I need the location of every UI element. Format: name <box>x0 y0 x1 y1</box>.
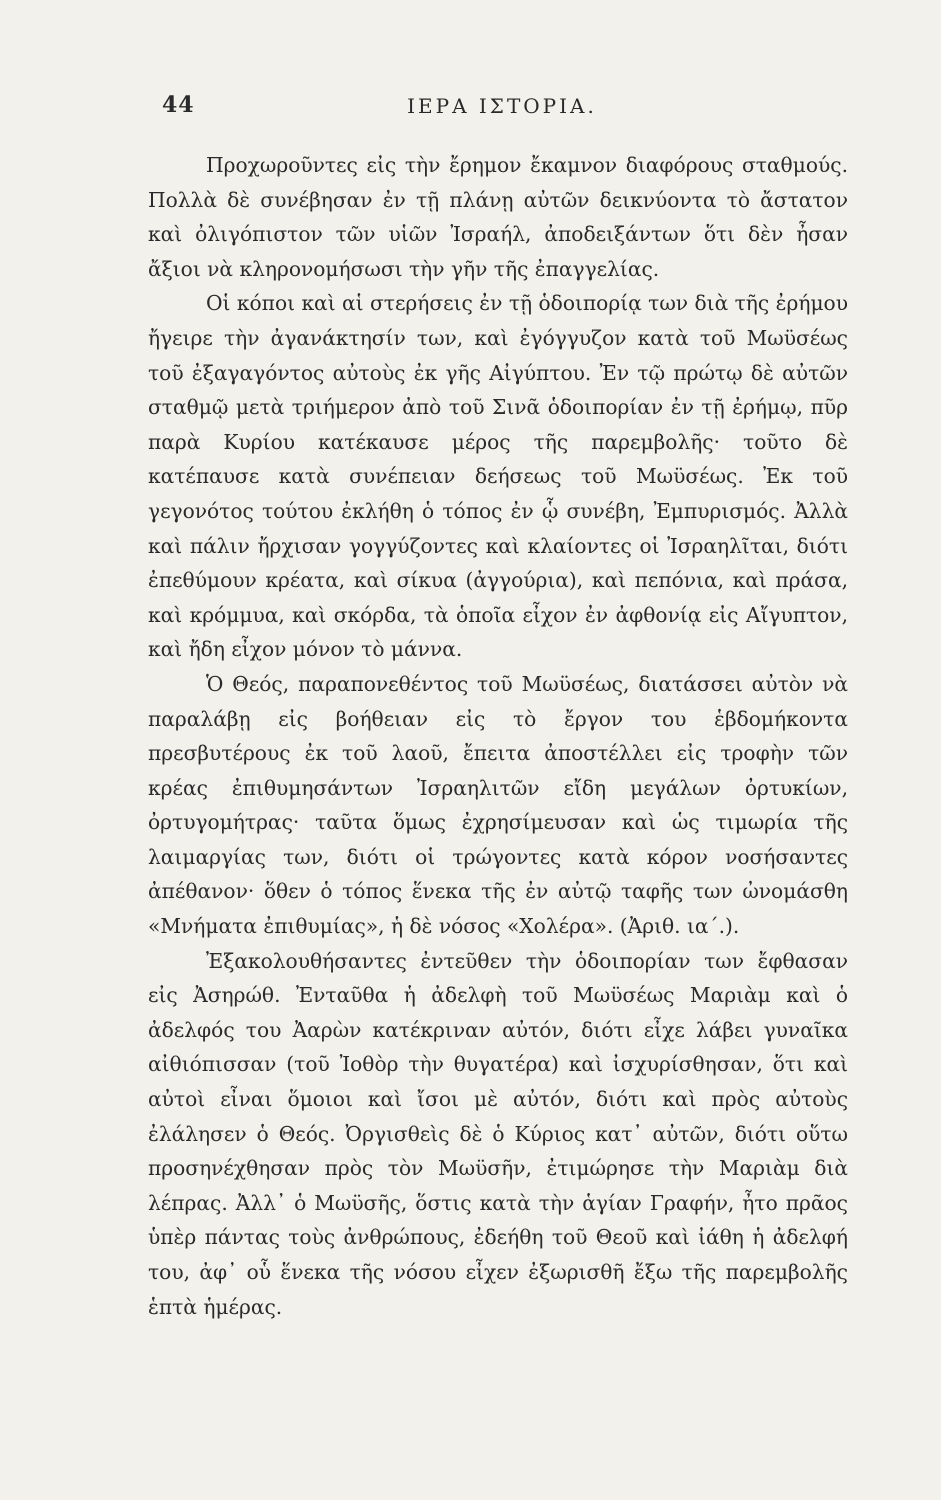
running-title: ΙΕΡΑ ΙΣΤΟΡΙΑ. <box>407 94 597 118</box>
paragraph-3: Ὁ Θεός, παραπονεθέντος τοῦ Μωϋσέως, διατάσσει αὐτὸν νὰ παραλάβῃ εἰς βοήθειαν εἰς τὸ ἔργον του ἑβδομήκοντα πρεσβυτέρους ἐκ τοῦ λαοῦ, ἔπειτα ἀποστέλλει εἰς τροφὴν τῶν κρέας ἐπιθυμησάντων Ἰσραηλιτῶν εἴδη μεγάλων ὀρτυκίων, ὀρτυγομήτρας· ταῦτα ὅμως ἐχρησίμευσαν καὶ ὡς τιμωρία τῆς λαιμαργίας των, διότι οἱ τρώγοντες κατὰ κόρον νοσήσαντες ἀπέθανον· ὅθεν ὁ τόπος ἕνεκα τῆς ἐν αὐτῷ ταφῆς των ὠνομάσθη «Μνήματα ἐπιθυμίας», ἡ δὲ νόσος «Χολέρα». (Ἀριθ. ια΄.). <box>148 671 848 939</box>
paragraph-1: Προχωροῦντες εἰς τὴν ἔρημον ἔκαμνον διαφόρους σταθμούς. Πολλὰ δὲ συνέβησαν ἐν τῇ πλάνῃ αὐτῶν δεικνύοντα τὸ ἄστατον καὶ ὀλιγόπιστον τῶν υἱῶν Ἰσραήλ, ἀποδειξάντων ὅτι δὲν ἦσαν ἄξιοι νὰ κληρονομήσωσι τὴν γῆν τῆς ἐπαγγελίας. <box>148 153 848 281</box>
page-header <box>162 92 842 122</box>
paragraph-4: Ἐξακολουθήσαντες ἐντεῦθεν τὴν ὁδοιπορίαν των ἔφθασαν εἰς Ἀσηρώθ. Ἐνταῦθα ἡ ἀδελφὴ τοῦ Μωϋσέως Μαριὰμ καὶ ὁ ἀδελφός του Ἀαρὼν κατέκριναν αὐτόν, διότι εἶχε λάβει γυναῖκα αἰθιόπισσαν (τοῦ Ἰοθὸρ τὴν θυγατέρα) καὶ ἰσχυρίσθησαν, ὅτι καὶ αὐτοὶ εἶναι ὅμοιοι καὶ ἴσοι μὲ αὐτόν, διότι καὶ πρὸς αὐτοὺς ἐλάλησεν ὁ Θεός. Ὀργισθεὶς δὲ ὁ Κύριος κατ᾽ αὐτῶν, διότι οὕτω προσηνέχθησαν πρὸς τὸν Μωϋσῆν, ἐτιμώρησε τὴν Μαριὰμ διὰ λέπρας. Ἀλλ᾽ ὁ Μωϋσῆς, ὅστις κατὰ τὴν ἁγίαν Γραφήν, ἦτο πρᾶος ὑπὲρ πάντας τοὺς ἀνθρώπους, ἐδεήθη τοῦ Θεοῦ καὶ ἰάθη ἡ ἀδελφή του, ἀφ᾽ οὗ ἕνεκα τῆς νόσου εἶχεν ἐξωρισθῆ ἔξω τῆς παρεμβολῆς ἑπτὰ ἡμέρας. <box>148 948 848 1319</box>
paragraph-2: Οἱ κόποι καὶ αἱ στερήσεις ἐν τῇ ὁδοιπορίᾳ των διὰ τῆς ἐρήμου ἤγειρε τὴν ἀγανάκτησίν των, καὶ ἐγόγγυζον κατὰ τοῦ Μωϋσέως τοῦ ἐξαγαγόντος αὐτοὺς ἐκ γῆς Αἰγύπτου. Ἐν τῷ πρώτῳ δὲ αὐτῶν σταθμῷ μετὰ τριήμερον ἀπὸ τοῦ Σινᾶ ὁδοιπορίαν ἐν τῇ ἐρήμῳ, πῦρ παρὰ Κυρίου κατέκαυσε μέρος τῆς παρεμβολῆς· τοῦτο δὲ κατέπαυσε κατὰ συνέπειαν δεήσεως τοῦ Μωϋσέως. Ἐκ τοῦ γεγονότος τούτου ἐκλήθη ὁ τόπος ἐν ᾧ συνέβη, Ἐμπυρισμός. Ἀλλὰ καὶ πάλιν ἤρχισαν γογγύζοντες καὶ κλαίοντες οἱ Ἰσραηλῖται, διότι ἐπεθύμουν κρέατα, καὶ σίκυα (ἀγγούρια), καὶ πεπόνια, καὶ πράσα, καὶ κρόμμυα, καὶ σκόρδα, τὰ ὁποῖα εἶχον ἐν ἀφθονίᾳ εἰς Αἴγυπτον, καὶ ἤδη εἶχον μόνον τὸ μάννα. <box>148 291 848 662</box>
body-text <box>148 148 848 1324</box>
page-number: 44 <box>162 92 195 118</box>
